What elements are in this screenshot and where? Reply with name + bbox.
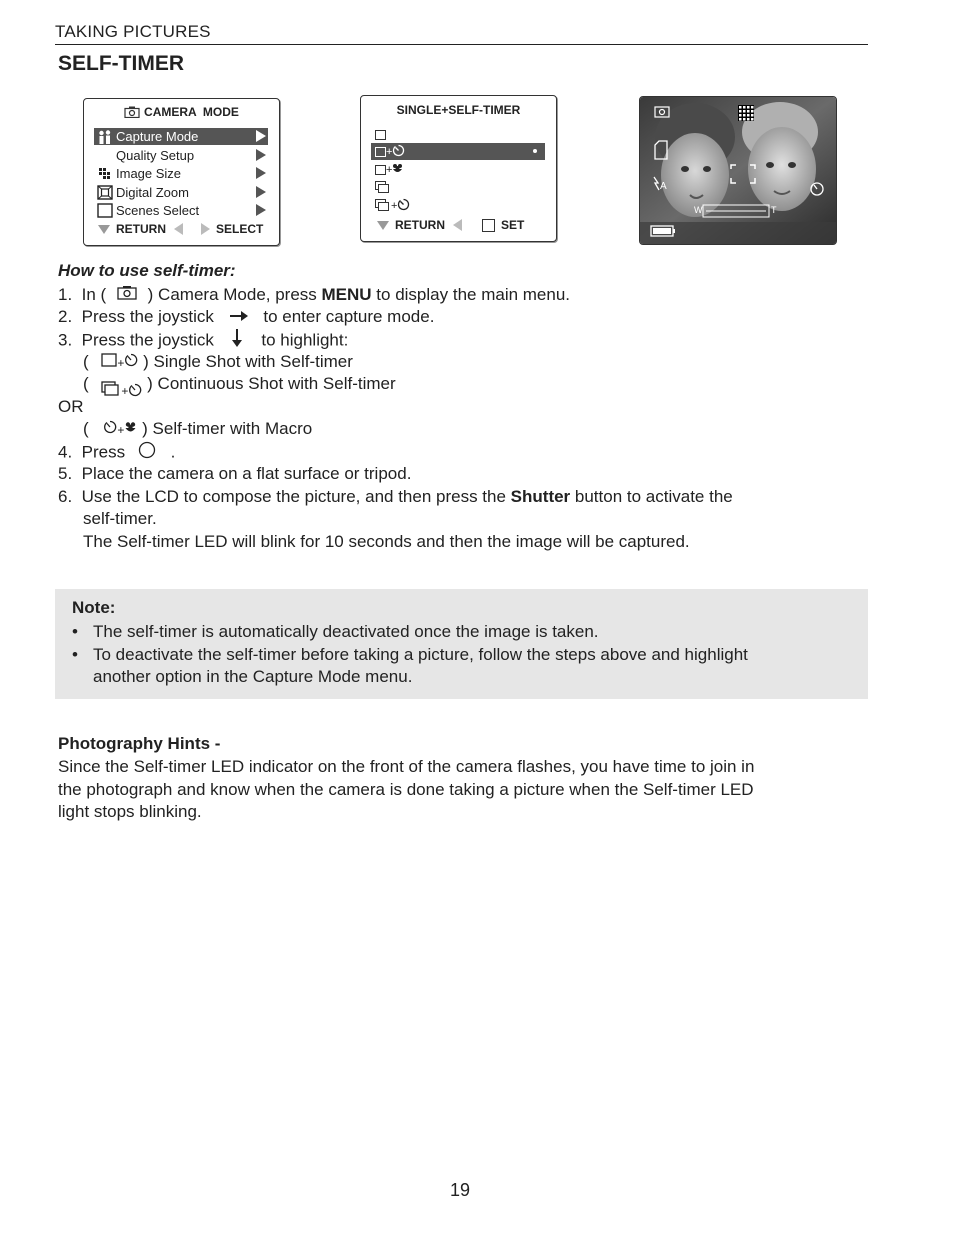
self-timer-icon: [124, 351, 138, 374]
select-label[interactable]: SELECT: [216, 222, 264, 236]
note-bullet-2: To deactivate the self-timer before taking a picture, follow the steps above and highlight: [93, 645, 748, 664]
triangle-left-icon: [174, 223, 183, 235]
step-6-line-3: The Self-timer LED will blink for 10 seconds and then the image will be captured.: [83, 532, 690, 551]
triangle-left-icon: [453, 219, 462, 231]
section-header: TAKING PICTURES: [55, 22, 211, 41]
note-bullet-1: The self-timer is automatically deactivated once the image is taken.: [93, 622, 599, 641]
camera-icon: [117, 284, 137, 307]
hints-paragraph: Since the Self-timer LED indicator on the front of the camera flashes, you have time to join in the photograph and know when the camera is done taking a picture when the Self-timer LED light stops blinking.: [58, 757, 755, 821]
header-rule: [55, 44, 868, 45]
option-single-self-timer[interactable]: +: [371, 143, 545, 160]
hints-title: Photography Hints -: [58, 734, 221, 753]
camera-icon: [124, 106, 140, 121]
continuous-shot-icon: [375, 181, 391, 194]
return-label[interactable]: RETURN: [116, 222, 166, 236]
camera-mode-menu-title: CAMERA MODE: [84, 105, 279, 121]
single-shot-icon: [375, 130, 386, 140]
triangle-right-icon: [256, 130, 266, 142]
triangle-right-icon: [256, 167, 266, 179]
step-2: 2. Press the joystick to enter capture mode.: [58, 306, 434, 329]
page-title: SELF-TIMER: [58, 52, 184, 75]
single-shot-icon: [375, 147, 386, 157]
step-3: 3. Press the joystick to highlight:: [58, 328, 348, 355]
menu-item-capture-mode[interactable]: Capture Mode: [94, 128, 268, 145]
lcd-preview: [639, 96, 837, 245]
note-bullet-2-cont: another option in the Capture Mode menu.: [93, 667, 413, 686]
children-photo: [640, 97, 836, 244]
howto-title: How to use self-timer:: [58, 261, 236, 280]
submenu-footer: [377, 218, 524, 232]
selected-dot: [533, 149, 537, 153]
camera-menu-footer: [98, 222, 263, 236]
step-5: 5. Place the camera on a flat surface or tripod.: [58, 464, 412, 483]
zoom-frame-icon: [94, 185, 116, 200]
single-shot-icon: [375, 165, 386, 175]
square-icon: [94, 203, 116, 218]
ok-button-icon: [138, 441, 156, 466]
zoom-tele-label: T: [771, 205, 777, 215]
set-square-icon: [482, 219, 495, 232]
single-shot-icon: [101, 351, 117, 374]
triangle-down-icon: [98, 225, 110, 234]
step-4: 4. Press .: [58, 441, 175, 466]
option-single-self-timer-line: ( + ) Single Shot with Self-timer: [83, 351, 353, 375]
bullet-mark: •: [72, 622, 78, 641]
triangle-right-icon: [201, 223, 210, 235]
or-label: OR: [58, 397, 84, 416]
self-timer-icon: [128, 381, 142, 404]
menu-item-digital-zoom[interactable]: Digital Zoom: [94, 184, 268, 201]
page-number: 19: [449, 1180, 471, 1200]
continuous-shot-icon: [101, 381, 121, 404]
zoom-wide-label: W: [694, 205, 703, 215]
step-6: 6. Use the LCD to compose the picture, and then press the Shutter button to activate the: [58, 487, 733, 506]
option-single-shot[interactable]: [371, 126, 545, 143]
triangle-right-icon: [256, 149, 266, 161]
step-1: 1. In ( ) Camera Mode, press MENU to display the main menu.: [58, 284, 570, 307]
triangle-down-icon: [377, 221, 389, 230]
self-timer-icon: [103, 418, 117, 441]
self-timer-icon: [397, 198, 410, 214]
grid-icon: [94, 167, 116, 180]
triangle-right-icon: [256, 186, 266, 198]
people-icon: [94, 130, 116, 144]
arrow-right-icon: [229, 306, 249, 329]
self-timer-icon: [392, 144, 405, 160]
bullet-mark: •: [72, 645, 78, 664]
triangle-right-icon: [256, 204, 266, 216]
submenu-title: SINGLE+SELF-TIMER: [396, 103, 521, 117]
option-continuous-self-timer-line: ( $_+$ ) Continuous Shot with Self-timer: [83, 373, 396, 404]
option-continuous-shot[interactable]: [371, 179, 545, 196]
set-label[interactable]: SET: [501, 218, 525, 232]
menu-item-image-size[interactable]: Image Size: [94, 165, 268, 182]
macro-icon: [392, 162, 403, 177]
macro-icon: [124, 418, 137, 441]
option-macro-line: ( + ) Self-timer with Macro: [83, 418, 312, 442]
capture-mode-submenu: [360, 95, 557, 242]
camera-mode-menu: [83, 98, 280, 246]
continuous-shot-icon: [375, 199, 391, 212]
menu-item-quality-setup[interactable]: Quality Setup: [94, 147, 268, 164]
option-macro[interactable]: +: [371, 161, 545, 178]
menu-item-scenes-select[interactable]: Scenes Select: [94, 202, 268, 219]
return-label[interactable]: RETURN: [395, 218, 445, 232]
step-6-line-2: self-timer.: [83, 509, 157, 528]
flash-mode-label: A: [660, 181, 667, 192]
option-continuous-self-timer[interactable]: +: [371, 197, 545, 214]
resolution-grid-icon: [738, 105, 754, 121]
note-title: Note:: [72, 598, 116, 617]
